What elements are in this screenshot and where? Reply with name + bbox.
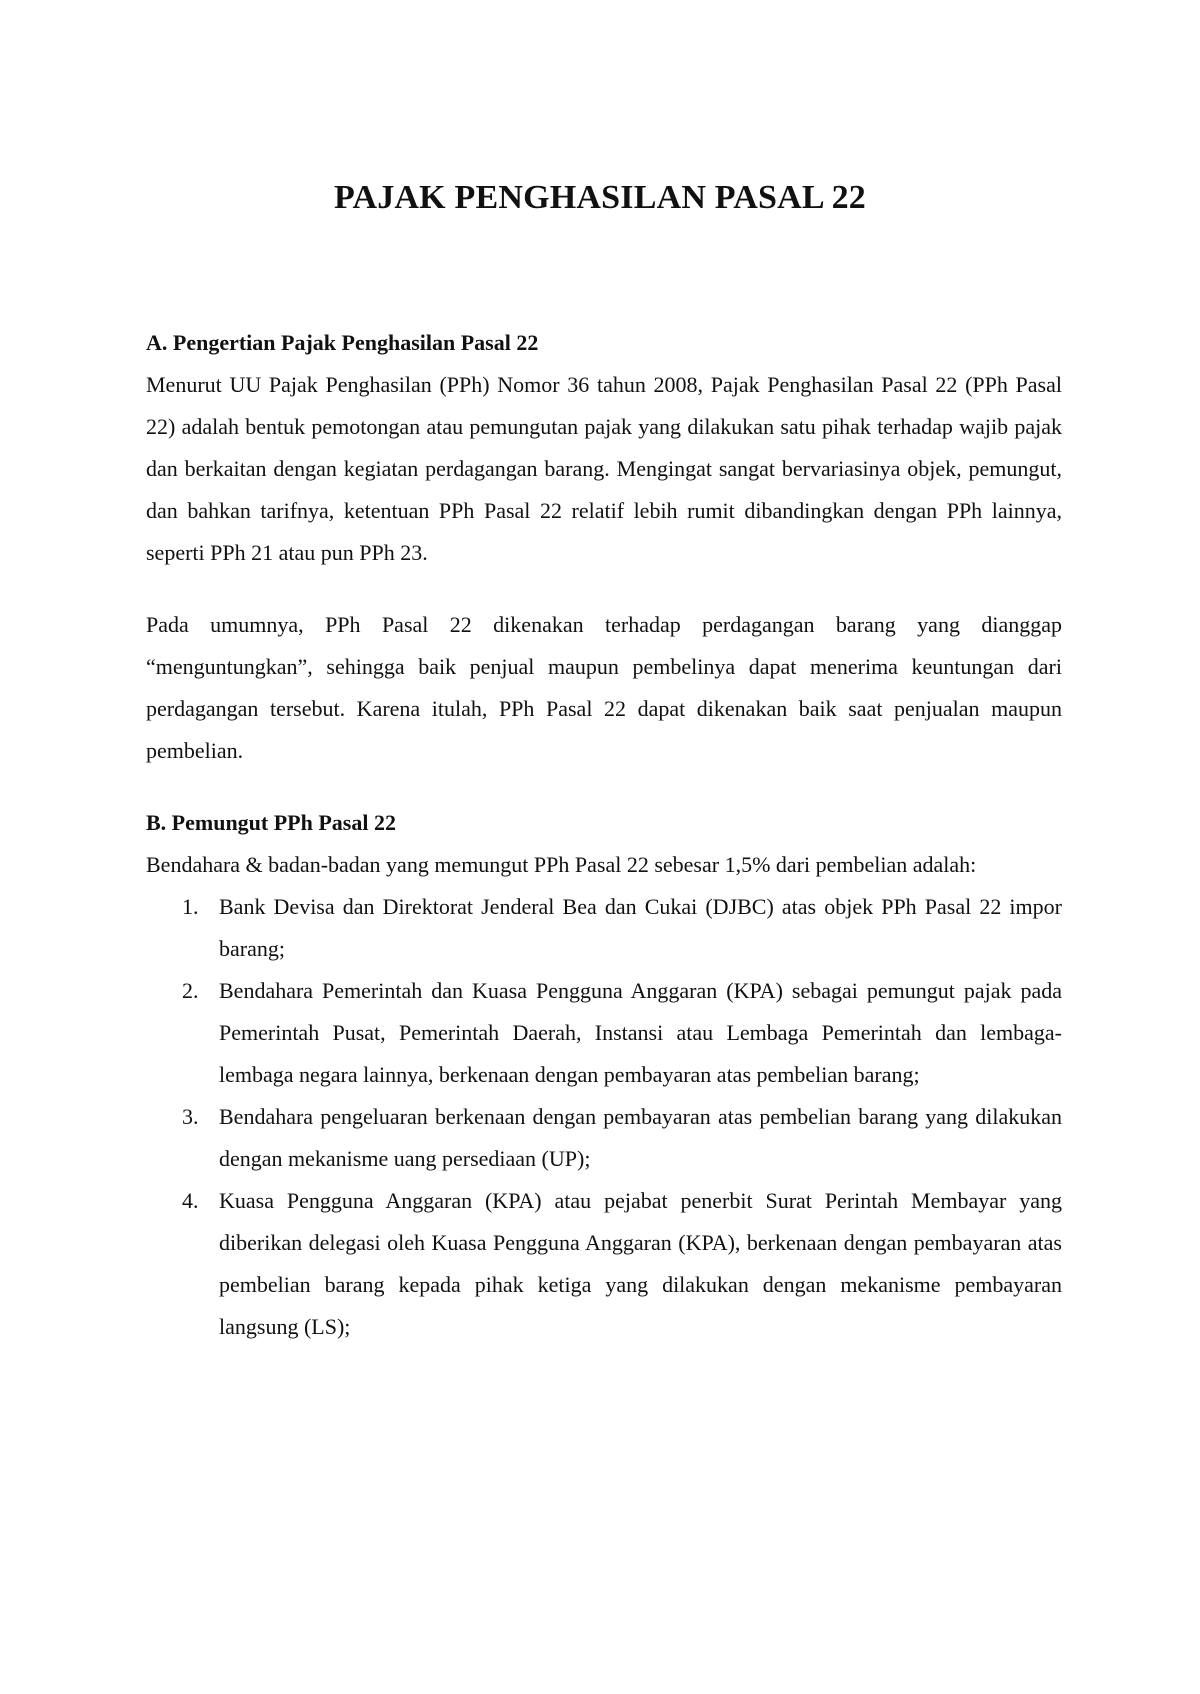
list-item-text: Bendahara Pemerintah dan Kuasa Pengguna Anggaran (KPA) sebagai pemungut pajak pada Pemerintah Pusat, Pemerintah Daerah, Instansi atau Lembaga Pemerintah dan lembaga-lembaga negara lainnya, berkenaan dengan pembayaran atas pembelian barang; [219, 978, 1062, 1087]
list-item-text: Bank Devisa dan Direktorat Jenderal Bea dan Cukai (DJBC) atas objek PPh Pasal 22 impor barang; [219, 894, 1062, 961]
list-item-text: Bendahara pengeluaran berkenaan dengan pembayaran atas pembelian barang yang dilakukan dengan mekanisme uang persediaan (UP); [219, 1104, 1062, 1171]
list-item [146, 1180, 1062, 1348]
section-a-paragraph-1: Menurut UU Pajak Penghasilan (PPh) Nomor 36 tahun 2008, Pajak Penghasilan Pasal 22 (PPh Pasal 22) adalah bentuk pemotongan atau pemungutan pajak yang dilakukan satu pihak terhadap wajib pajak dan berkaitan dengan kegiatan perdagangan barang. Mengingat sangat bervariasinya objek, pemungut, dan bahkan tarifnya, ketentuan PPh Pasal 22 relatif lebih rumit dibandingkan dengan PPh lainnya, seperti PPh 21 atau pun PPh 23. [146, 372, 1062, 565]
section-a-paragraph-2: Pada umumnya, PPh Pasal 22 dikenakan terhadap perdagangan barang yang dianggap “menguntungkan”, sehingga baik penjual maupun pembelinya dapat menerima keuntungan dari perdagangan tersebut. Karena itulah, PPh Pasal 22 dapat dikenakan baik saat penjualan maupun pembelian. [146, 612, 1062, 763]
list-item-number: 2. [182, 978, 199, 1003]
list-item [146, 970, 1062, 1096]
section-b-intro: Bendahara & badan-badan yang memungut PPh Pasal 22 sebesar 1,5% dari pembelian adalah: [146, 852, 977, 877]
document-title: PAJAK PENGHASILAN PASAL 22 [334, 179, 866, 216]
list-item-number: 3. [182, 1104, 199, 1129]
section-b-heading: B. Pemungut PPh Pasal 22 [146, 810, 396, 835]
list-item [146, 1096, 1062, 1180]
collector-list [146, 886, 1062, 1348]
list-item-text: Kuasa Pengguna Anggaran (KPA) atau pejabat penerbit Surat Perintah Membayar yang diberikan delegasi oleh Kuasa Pengguna Anggaran (KPA), berkenaan dengan pembayaran atas pembelian barang kepada pihak ketiga yang dilakukan dengan mekanisme pembayaran langsung (LS); [219, 1188, 1062, 1339]
section-b [146, 802, 1062, 1348]
list-item-number: 1. [182, 894, 199, 919]
document-body [146, 322, 1062, 1348]
list-item-number: 4. [182, 1188, 199, 1213]
section-a-heading: A. Pengertian Pajak Penghasilan Pasal 22 [146, 330, 539, 355]
list-item [146, 886, 1062, 970]
section-a [146, 322, 1062, 772]
